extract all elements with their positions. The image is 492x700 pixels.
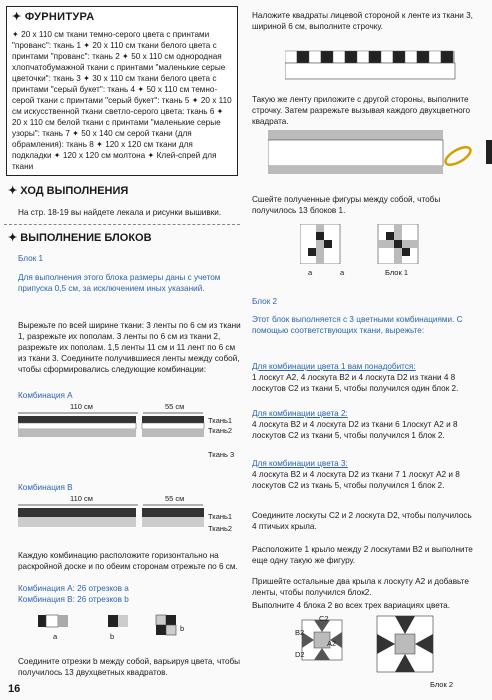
label-b1: b	[110, 632, 115, 641]
block1-title: Блок 1	[18, 254, 44, 263]
tk1-b: Ткань1	[208, 512, 233, 521]
combA-cut: Комбинация А: 26 отрезков a	[18, 584, 129, 593]
join-text: Соедините отрезки b между собой, варьируя цвета, чтобы получилось 13 двухцветных квадратов.	[18, 657, 241, 677]
c3-title: Для комбинации цвета 3:	[252, 459, 348, 468]
block1-intro: Для выполнения этого блока размеры даны с учетом припуска 0,5 см, за исключением иных указаний.	[18, 273, 221, 293]
dim-110-a: 110 см	[70, 402, 93, 411]
c1-title: Для комбинации цвета 1 вам понадобится:	[252, 362, 416, 371]
right-text-1: Наложите квадраты лицевой стороной к ленте из ткани 3, шириной 6 см, выполните строчку.	[252, 11, 473, 31]
blocks-title: ✦ ВЫПОЛНЕНИЕ БЛОКОВ	[8, 232, 152, 244]
right-label-a2: a	[340, 268, 345, 277]
strip-figure-1	[285, 45, 460, 83]
right-text-6: Пришейте остальные два крыла к лоскуту А2 и добавьте ленты, чтобы получился блок2.	[252, 577, 469, 597]
right-text-2: Такую же ленту приложите с другой стороны, выполните строчку. Затем разрежьте вызывая каждого двухцветного квадрата.	[252, 95, 471, 126]
place-text: Каждую комбинацию расположите горизонтально на раскройной доске и по обеим сторонам отрежьте по 6 см.	[18, 551, 238, 571]
dim-55-b: 55 см	[165, 494, 185, 503]
right-text-4: Соедините лоскуты С2 и 2 лоскута D2, чтобы получилось 4 птичьих крыла.	[252, 511, 472, 531]
combB-strip	[18, 502, 208, 530]
tk2-b: Ткань2	[208, 524, 233, 533]
label-b2: b	[180, 624, 185, 633]
block2-title: Блок 2	[252, 297, 278, 306]
dim-110-b: 110 см	[70, 494, 93, 503]
right-text-7: Выполните 4 блока 2 во всех трех вариациях цвета.	[252, 601, 450, 610]
d2-label: D2	[295, 650, 305, 659]
page-number: 16	[8, 683, 21, 695]
label-a: a	[53, 632, 58, 641]
hod-text: На стр. 18-19 вы найдете лекала и рисунки вышивки.	[18, 208, 222, 217]
block2-intro: Этот блок выполняется с 3 цветными комбинациями. С помощью соответствующих ткани, вырежьте:	[252, 315, 463, 335]
furnitura-text: ✦ 20 х 110 см ткани темно-серого цвета с принтами "прованс": ткань 1 ✦ 20 х 110 см ткани белого цвета с принтами "прованс": ткань 2 ✦ 50 х 110 см однородная хлопчатобумажной ткани с принтами "маленькие серые цветочки": ткань 3 ✦ 30 х 110 см ткани белого цвета с принтами "серый букет": ткань 4 ✦ 50 х 110 см темно-серой ткани с принтами "серый букет": ткань 5 ✦ 20 х 110 см искусственной ткани светло-серого цвета: ткань 6 ✦ 20 х 110 см белой ткани с принтами "маленькие серые узоры": ткань 7 ✦ 50 х 140 см серой ткани (для обрамления): ткань 8 ✦ 120 х 120 см ткани для подкладки ✦ 120 х 120 см молтона ✦ Клей-спрей для ткани	[12, 30, 232, 171]
c1-text: 1 лоскут А2, 4 лоскута В2 и 4 лоскута D2 из ткани 4 8 лоскутов C2 из ткани 5, чтобы получился один блок 2.	[252, 373, 459, 393]
furnitura-title: ✦ ФУРНИТУРА	[12, 11, 95, 23]
combA-title: Комбинация А	[18, 391, 73, 400]
block2-figure	[292, 612, 452, 684]
right-block1-label: Блок 1	[385, 268, 409, 277]
right-text-3: Сшейте полученные фигуры между собой, чтобы получилось 13 блоков 1.	[252, 195, 441, 215]
combB-title: Комбинация В	[18, 483, 73, 492]
right-label-a1: a	[308, 268, 313, 277]
dim-55-a: 55 см	[165, 402, 185, 411]
tk1-a: Ткань1	[208, 416, 233, 425]
combB-cut: Комбинация В: 26 отрезков b	[18, 595, 129, 604]
c3-text: 4 лоскута В2 и 4 лоскута D2 из ткани 7 1 лоскут А2 и 8 лоскутов С2 из ткань 5, чтобы получился 1 блок 2.	[252, 470, 460, 490]
a2-label: A2	[327, 639, 337, 648]
right-text-5: Расположите 1 крыло между 2 лоскутами В2 и выполните еще одну такую же фигуру.	[252, 545, 473, 565]
furnitura-box	[6, 6, 238, 176]
hod-title: ✦ ХОД ВЫПОЛНЕНИЯ	[8, 185, 129, 197]
b2-label: B2	[295, 628, 305, 637]
block1-figure	[300, 224, 470, 264]
combA-strip	[18, 410, 208, 438]
tk3-a: Ткань 3	[208, 450, 235, 459]
divider	[4, 224, 240, 225]
c2-text: 4 лоскута В2 и 4 лоскута D2 из ткани 6 1лоскут А2 и 8 лоскутов С2 из ткани 5, чтобы получился 1 блок 2.	[252, 420, 458, 440]
tk2-a: Ткань2	[208, 426, 233, 435]
right-block2-label: Блок 2	[430, 680, 454, 689]
page-edge-tab	[486, 140, 492, 164]
c2-title: Для комбинации цвета 2:	[252, 409, 348, 418]
strip-figure-2	[268, 128, 478, 178]
c2-label: C2	[319, 614, 329, 623]
cut-text: Вырежьте по всей ширине ткани: 3 ленты по 6 см из ткани 1, разрежьте их пополам. 3 ленты по 6 см из ткани 2, разрежьте их пополам. 1,5 ленты 11 см и 11 лент по 6 см из ткани 3. Соедините получившиеся ленты между собой, чтобы сформировались следующие комбинации:	[18, 321, 241, 374]
